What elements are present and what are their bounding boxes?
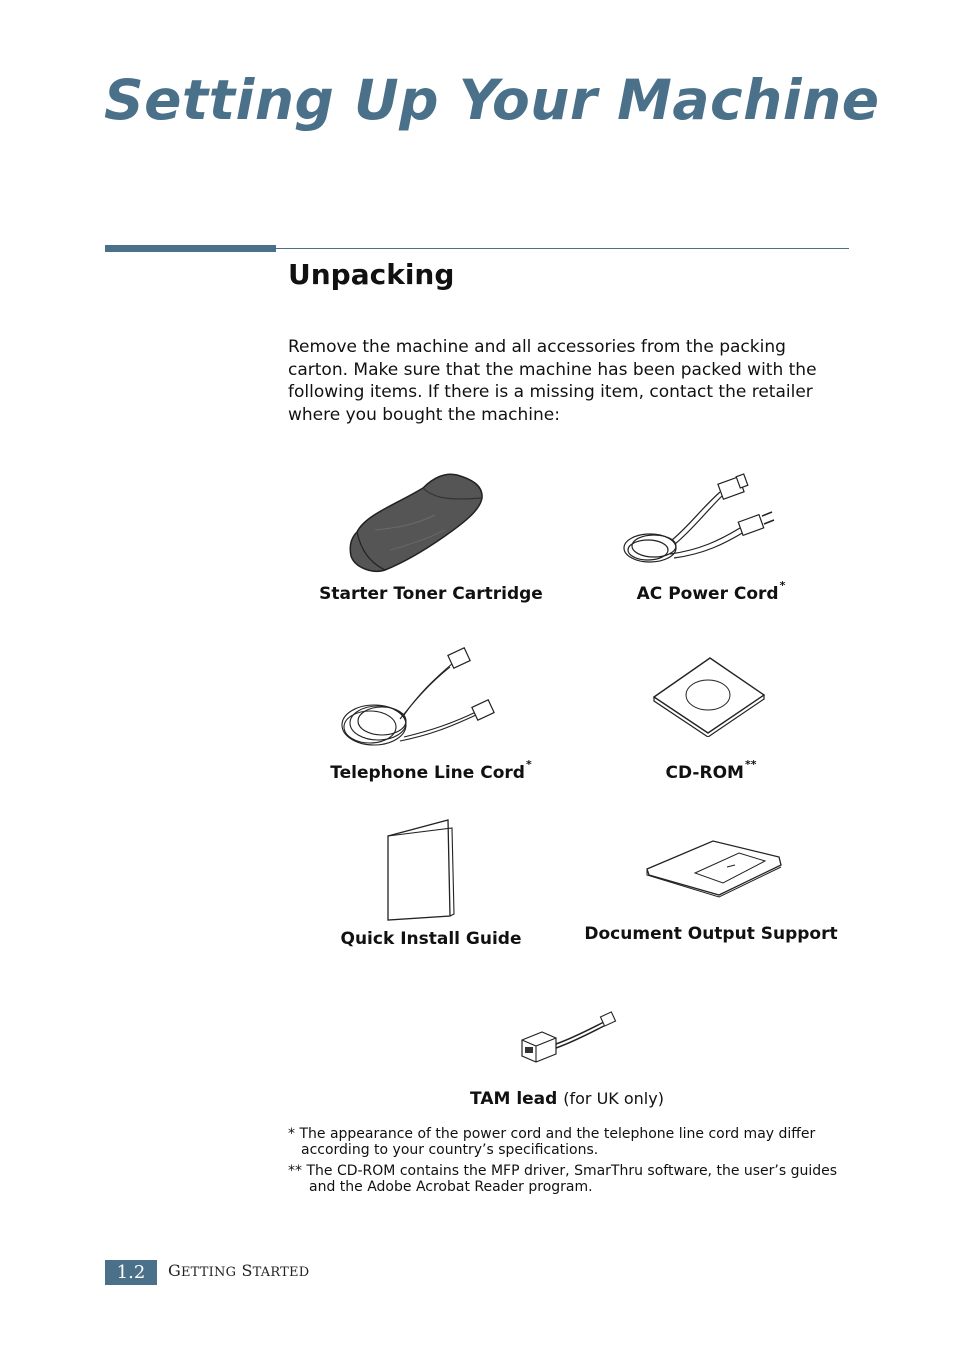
document-output-support-image bbox=[643, 835, 785, 899]
quick-install-guide-image bbox=[384, 818, 458, 924]
section-title: Unpacking bbox=[288, 258, 455, 291]
chapter-title: Setting Up Your Machine bbox=[104, 68, 880, 132]
telephone-cord-image bbox=[338, 645, 498, 753]
item-label-starter-toner-cartridge: Starter Toner Cartridge bbox=[319, 584, 543, 604]
tam-lead-note: (for UK only) bbox=[563, 1089, 664, 1108]
item-label-cd-rom: CD-ROM** bbox=[665, 758, 757, 783]
intro-paragraph: Remove the machine and all accessories from the packing carton. Make sure that the machine has been packed with the following items. If there is a missing item, contact the retailer where you bought the machine: bbox=[288, 337, 817, 425]
ac-power-cord-image bbox=[620, 470, 780, 570]
tam-lead-image bbox=[518, 1010, 618, 1065]
item-label-document-output-support: Document Output Support bbox=[584, 924, 838, 944]
item-label-telephone-line-cord: Telephone Line Cord* bbox=[330, 758, 532, 783]
page-number-badge: 1.2 bbox=[105, 1260, 157, 1285]
cd-rom-image bbox=[650, 655, 768, 737]
item-label-tam-lead: TAM lead (for UK only) bbox=[470, 1089, 664, 1109]
item-label-ac-power-cord: AC Power Cord* bbox=[636, 579, 786, 604]
item-label-quick-install-guide: Quick Install Guide bbox=[340, 929, 522, 949]
footer-section-title: GETTING STARTED bbox=[168, 1261, 310, 1280]
section-rule-thick bbox=[105, 245, 276, 252]
footnote-2: ** The CD-ROM contains the MFP driver, SmarThru software, the user’s guides and the Adobe Acrobat Reader program. bbox=[288, 1163, 838, 1195]
toner-cartridge-image bbox=[345, 470, 487, 576]
section-rule-thin bbox=[276, 248, 849, 249]
footnote-1: * The appearance of the power cord and the telephone line cord may differ according to your country’s specifications. bbox=[288, 1126, 816, 1158]
